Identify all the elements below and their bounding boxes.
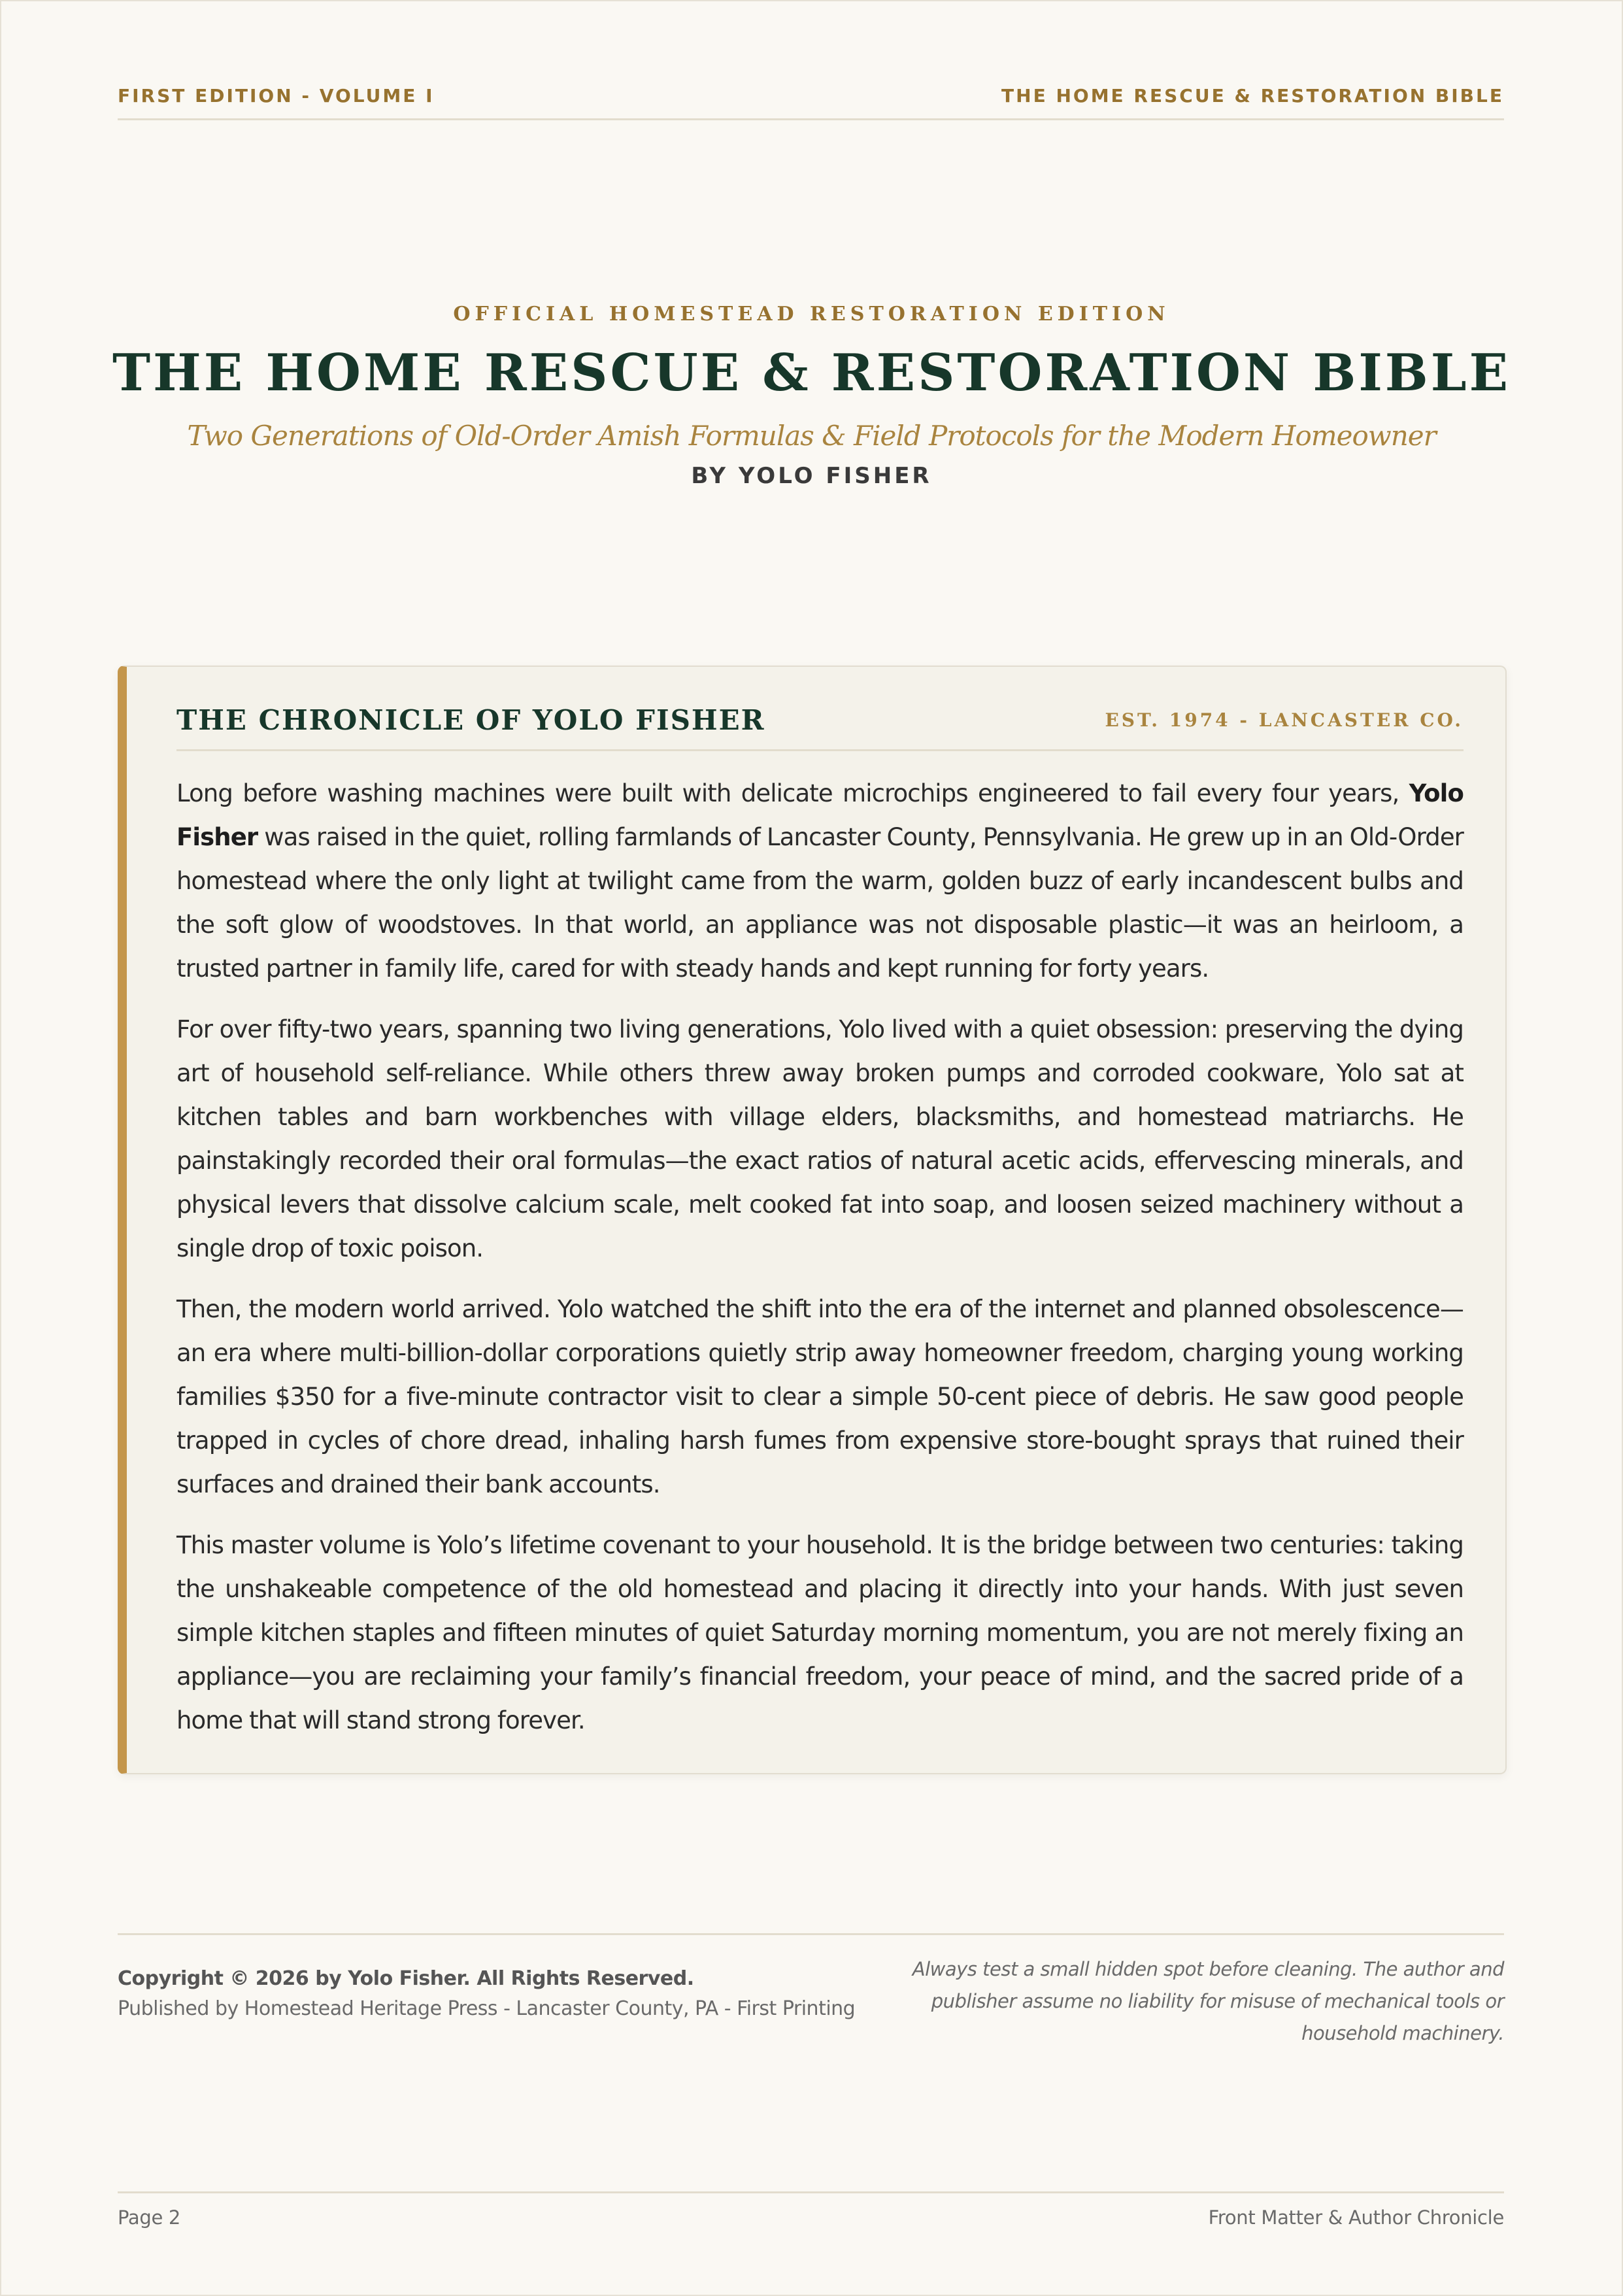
edition-label: OFFICIAL HOMESTEAD RESTORATION EDITION [453,303,1170,326]
title-block [1,299,1622,492]
chronicle-established: EST. 1974 - LANCASTER CO. [1105,709,1464,731]
chronicle-body [176,771,1464,1759]
chronicle-paragraph-2: For over fifty-two years, spanning two living generations, Yolo lived with a quiet obsession: preserving the dying art of household self-reliance. While others threw away broken pumps and corroded cookware, Yolo sat at kitchen tables and barn workbenches with village elders, blacksmiths, and homestead matriarchs. He painstakingly recorded their oral formulas—the exact ratios of natural acetic acids, effervescing minerals, and physical levers that dissolve calcium scale, melt cooked fat into soap, and loosen seized machinery without a single drop of toxic poison. [176,1015,1464,1262]
book-title: THE HOME RESCUE & RESTORATION BIBLE [112,343,1511,403]
running-footer [118,2191,1504,2229]
chronicle-paragraph-1 [176,771,1464,990]
header-edition-label: FIRST EDITION - VOLUME I [118,85,435,107]
chronicle-paragraph-3: Then, the modern world arrived. Yolo watched the shift into the era of the internet and planned obsolescence—an era where multi-billion-dollar corporations quietly strip away homeowner freedom, charging young working families $350 for a five-minute contractor visit to clear a simple 50-cent piece of debris. He saw good people trapped in cycles of chore dread, inhaling harsh fumes from expensive store-bought sprays that ruined their surfaces and drained their bank accounts. [176,1295,1464,1498]
p1-rest: was raised in the quiet, rolling farmlands of Lancaster County, Pennsylvania. He grew up in an Old-Order homestead where the only light at twilight came from the warm, golden buzz of early incandescent bulbs and the soft glow of woodstoves. In that world, an appliance was not disposable plastic—it was an heirloom, a trusted partner in family life, cared for with steady hands and kept running for forty years. [176,823,1464,983]
copyright-block [118,1964,855,2050]
liability-disclaimer: Always test a small hidden spot before cleaning. The author and publisher assume no liability for misuse of mechanical tools or household machinery. [912,1958,1504,2044]
chronicle-title: THE CHRONICLE OF YOLO FISHER [176,703,765,736]
author-chronicle-box [118,666,1507,1774]
copyright-line: Copyright © 2026 by Yolo Fisher. All Rights Reserved. [118,1967,694,1990]
chronicle-header [176,690,1464,751]
page-number: Page 2 [118,2206,181,2229]
running-header [118,78,1504,120]
book-subtitle: Two Generations of Old-Order Amish Formulas & Field Protocols for the Modern Homeowner [187,420,1436,452]
author-byline: BY YOLO FISHER [691,463,932,489]
copyright-section [118,1933,1504,2050]
chronicle-paragraph-4: This master volume is Yolo’s lifetime covenant to your household. It is the bridge between two centuries: taking the unshakeable competence of the old homestead and placing it directly into your hands. With just seven simple kitchen staples and fifteen minutes of quiet Saturday morning momentum, you are not merely fixing an appliance—you are reclaiming your family’s financial freedom, your peace of mind, and the sacred pride of a home that will stand strong forever. [176,1531,1464,1734]
publisher-line: Published by Homestead Heritage Press - Lancaster County, PA - First Printing [118,1997,856,2020]
p1-intro: Long before washing machines were built with delicate microchips engineered to fail every four years, [176,779,1409,807]
header-book-title: THE HOME RESCUE & RESTORATION BIBLE [1001,85,1504,107]
footer-section-name: Front Matter & Author Chronicle [1208,2206,1504,2229]
author-name-bold: Yolo Fisher [176,779,1464,851]
